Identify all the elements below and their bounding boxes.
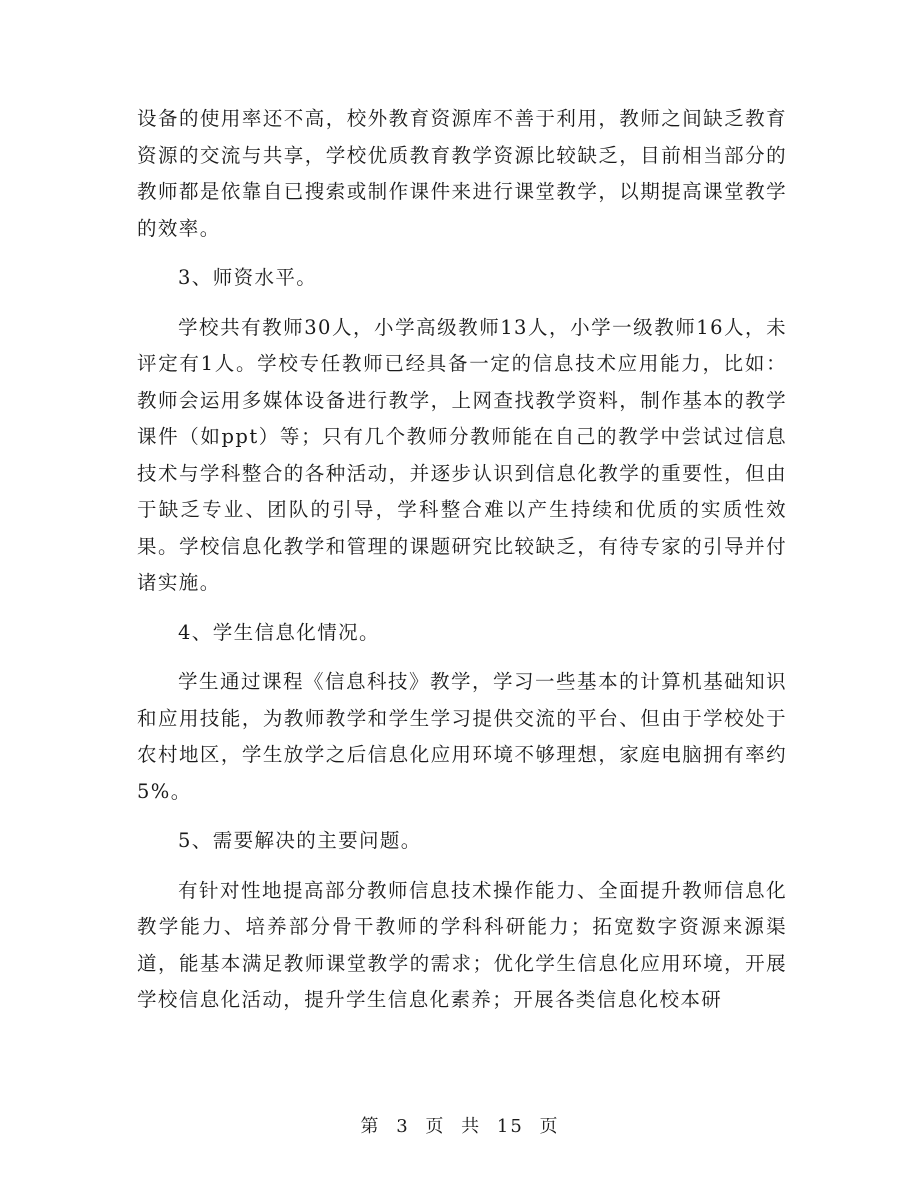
total-pages: 15 [496,1116,524,1137]
page-footer [0,1112,920,1138]
paragraph-student-info: 学生通过课程《信息科技》教学，学习一些基本的计算机基础知识和应用技能，为教师教学和学生学习提供交流的平台、但由于学校处于农村地区，学生放学之后信息化应用环境不够理想，家庭电脑拥有率约5%。 [137,670,787,803]
heading-teacher-level: 3、师资水平。 [178,266,318,289]
page-label-suffix: 页 [539,1116,560,1137]
page-label-mid: 页 [425,1116,446,1137]
paragraph-1: 设备的使用率还不高，校外教育资源库不善于利用，教师之间缺乏教育资源的交流与共享，学校优质教育教学资源比较缺乏，目前相当部分的教师都是依靠自已搜索或制作课件来进行课堂教学，以期提高课堂教学的效率。 [137,107,787,240]
document-body [137,101,787,1032]
paragraph-teacher-level: 学校共有教师30人，小学高级教师13人，小学一级教师16人，未评定有1人。学校专任教师已经具备一定的信息技术应用能力，比如：教师会运用多媒体设备进行教学，上网查找教学资料，制作基本的教学课件（如ppt）等；只有几个教师分教师能在自己的教学中尝试过信息技术与学科整合的各种活动，并逐步认识到信息化教学的重要性，但由于缺乏专业、团队的引导，学科整合难以产生持续和优质的实质性效果。学校信息化教学和管理的课题研究比较缺乏，有待专家的引导并付诸实施。 [137,315,787,594]
page-label-prefix: 第 [360,1116,381,1137]
heading-main-problems: 5、需要解决的主要问题。 [178,829,422,852]
total-label: 共 [461,1116,482,1137]
paragraph-main-problems: 有针对性地提高部分教师信息技术操作能力、全面提升教师信息化教学能力、培养部分骨干教师的学科科研能力；拓宽数字资源来源渠道，能基本满足教师课堂教学的需求；优化学生信息化应用环境，开展学校信息化活动，提升学生信息化素养；开展各类信息化校本研 [137,878,787,1011]
heading-student-info: 4、学生信息化情况。 [178,620,380,644]
page-number: 3 [396,1116,410,1137]
